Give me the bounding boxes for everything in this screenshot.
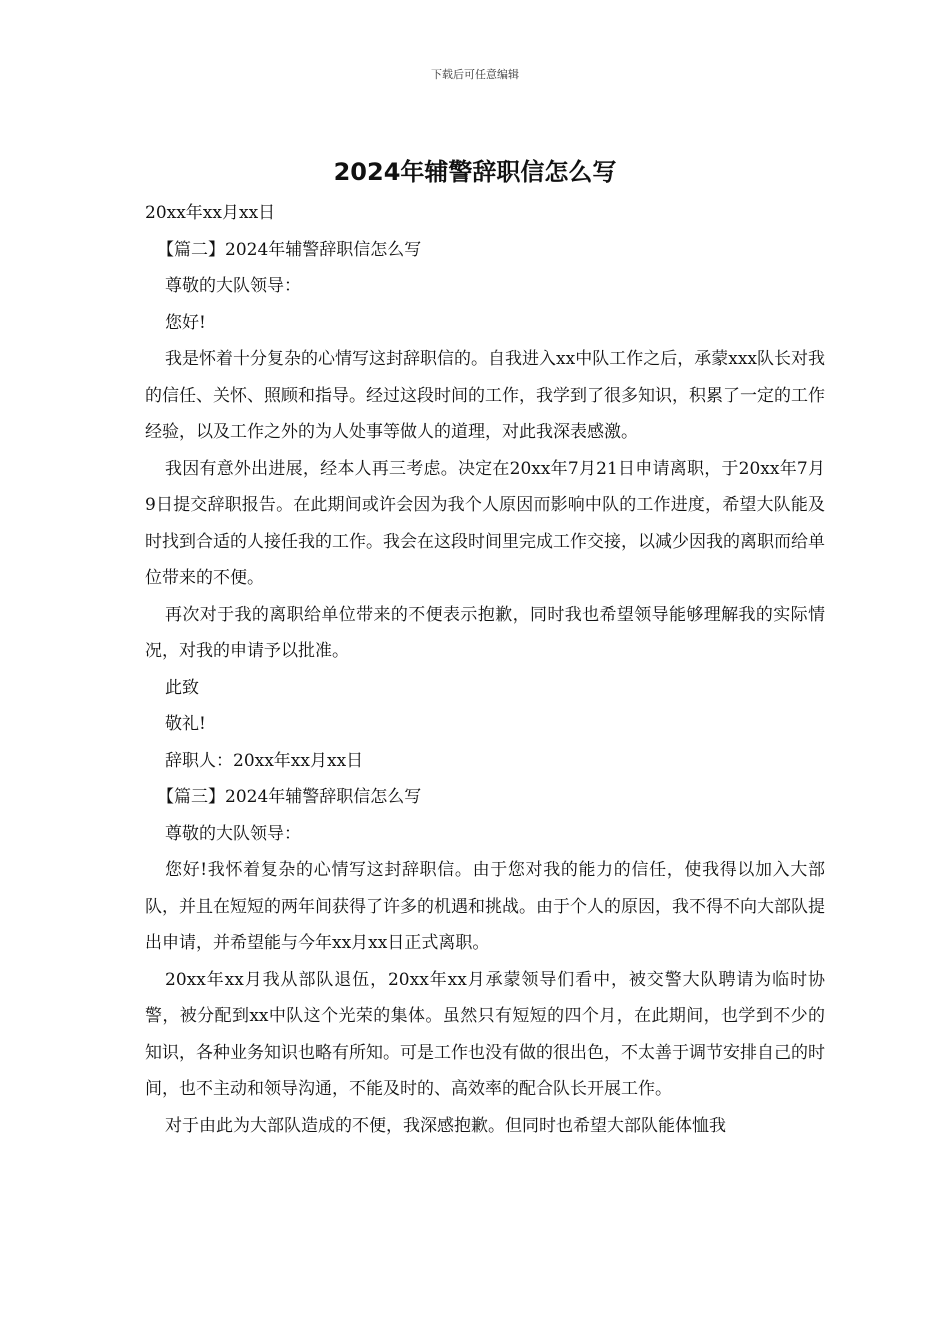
salutation: 尊敬的大队领导： xyxy=(165,276,301,296)
section-heading-part-three: 【篇三】2024年辅警辞职信怎么写 xyxy=(157,787,422,807)
page-header-note: 下载后可任意编辑 xyxy=(431,68,519,81)
paragraph-body: 再次对于我的离职给单位带来的不便表示抱歉，同时我也希望领导能够理解我的实际情况，对我的申请予以批准。 xyxy=(145,604,825,661)
paragraph-body: 我因有意外出进展，经本人再三考虑。决定在20xx年7月21日申请离职，于20xx年7月9日提交辞职报告。在此期间或许会因为我个人原因而影响中队的工作进度，希望大队能及时找到合适的人接任我的工作。我会在这段时间里完成工作交接，以减少因我的离职而给单位带来的不便。 xyxy=(145,458,825,588)
closing-salute: 敬礼! xyxy=(165,714,206,734)
paragraph-body: 对于由此为大部队造成的不便，我深感抱歉。但同时也希望大部队能体恤我 xyxy=(165,1115,726,1136)
salutation: 尊敬的大队领导： xyxy=(165,823,301,844)
greeting: 您好! xyxy=(165,312,206,333)
paragraph-date: 20xx年xx月xx日 xyxy=(145,203,276,223)
paragraph-body: 您好!我怀着复杂的心情写这封辞职信。由于您对我的能力的信任，使我得以加入大部队，并且在短短的两年间获得了许多的机遇和挑战。由于个人的原因，我不得不向大部队提出申请，并希望能与今年xx月xx日正式离职。 xyxy=(145,860,825,953)
document-title: 2024年辅警辞职信怎么写 xyxy=(333,158,617,186)
document-body xyxy=(145,195,825,1144)
closing-phrase: 此致 xyxy=(165,677,199,698)
signature-line: 辞职人：20xx年xx月xx日 xyxy=(165,750,364,771)
paragraph-body: 我是怀着十分复杂的心情写这封辞职信的。自我进入xx中队工作之后，承蒙xxx队长对我的信任、关怀、照顾和指导。经过这段时间的工作，我学到了很多知识，积累了一定的工作经验，以及工作之外的为人处事等做人的道理，对此我深表感激。 xyxy=(145,349,825,442)
section-heading-part-two: 【篇二】2024年辅警辞职信怎么写 xyxy=(157,239,422,260)
paragraph-body: 20xx年xx月我从部队退伍，20xx年xx月承蒙领导们看中，被交警大队聘请为临时协警，被分配到xx中队这个光荣的集体。虽然只有短短的四个月，在此期间，也学到不少的知识，各种业务知识也略有所知。可是工作也没有做的很出色，不太善于调节安排自己的时间，也不主动和领导沟通，不能及时的、高效率的配合队长开展工作。 xyxy=(145,969,825,1099)
